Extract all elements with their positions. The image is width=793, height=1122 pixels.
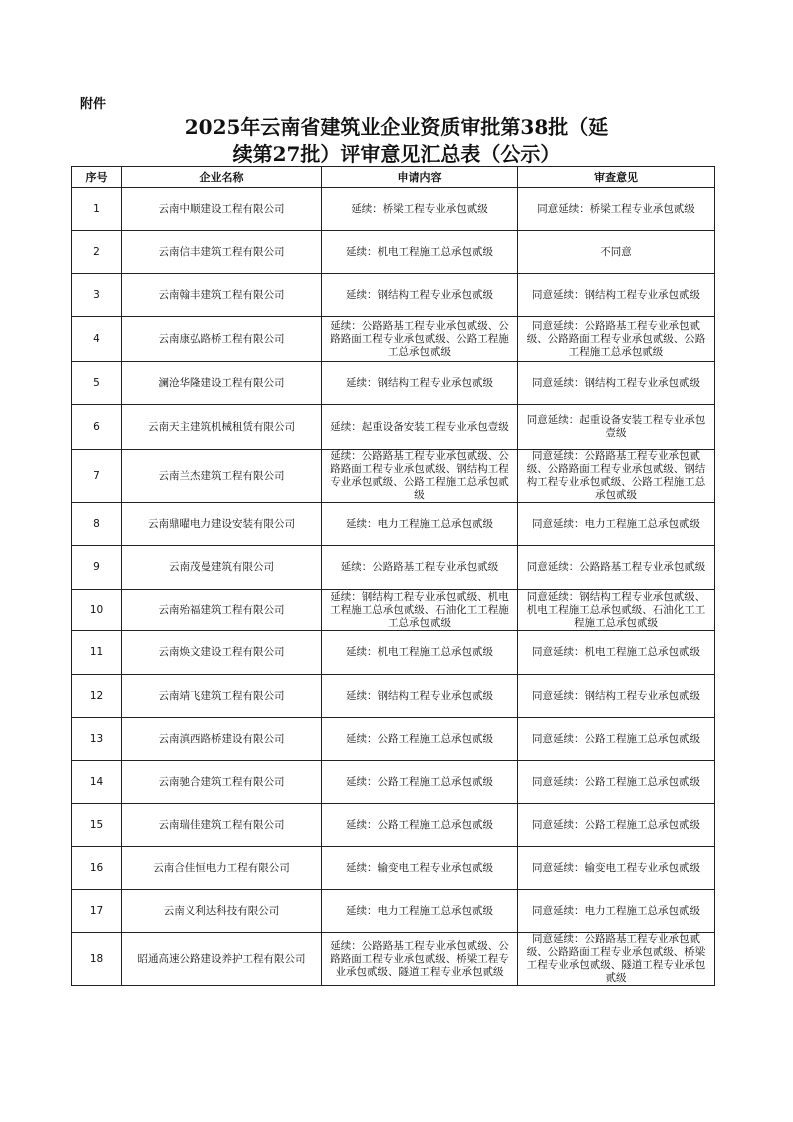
serial-no-cell: 2 bbox=[72, 231, 122, 274]
review-opinion-cell: 同意延续：公路工程施工总承包贰级 bbox=[518, 804, 715, 847]
table-row bbox=[72, 890, 715, 933]
company-name-cell: 云南合佳恒电力工程有限公司 bbox=[122, 847, 322, 890]
review-opinion-cell: 同意延续：公路路基工程专业承包贰级 bbox=[518, 546, 715, 590]
company-name-cell: 云南信丰建筑工程有限公司 bbox=[122, 231, 322, 274]
review-opinion-cell: 同意延续：电力工程施工总承包贰级 bbox=[518, 503, 715, 546]
company-name-cell: 云南鼎曜电力建设安装有限公司 bbox=[122, 503, 322, 546]
table-row bbox=[72, 450, 715, 503]
application-content-cell: 延续：公路工程施工总承包贰级 bbox=[322, 718, 518, 761]
review-opinion-cell: 同意延续：钢结构工程专业承包贰级 bbox=[518, 675, 715, 718]
review-opinion-cell: 不同意 bbox=[518, 231, 715, 274]
company-name-cell: 云南中顺建设工程有限公司 bbox=[122, 188, 322, 231]
application-content-cell: 延续：机电工程施工总承包贰级 bbox=[322, 231, 518, 274]
application-content-cell: 延续：桥梁工程专业承包贰级 bbox=[322, 188, 518, 231]
application-content-cell: 延续：公路工程施工总承包贰级 bbox=[322, 761, 518, 804]
header-company-name: 企业名称 bbox=[122, 167, 322, 188]
serial-no-cell: 5 bbox=[72, 362, 122, 405]
company-name-cell: 昭通高速公路建设养护工程有限公司 bbox=[122, 933, 322, 986]
application-content-cell: 延续：钢结构工程专业承包贰级、机电工程施工总承包贰级、石油化工工程施工总承包贰级 bbox=[322, 590, 518, 631]
table-row bbox=[72, 188, 715, 231]
serial-no-cell: 10 bbox=[72, 590, 122, 631]
serial-no-cell: 8 bbox=[72, 503, 122, 546]
company-name-cell: 云南瑞佳建筑工程有限公司 bbox=[122, 804, 322, 847]
review-opinion-cell: 同意延续：钢结构工程专业承包贰级 bbox=[518, 362, 715, 405]
serial-no-cell: 3 bbox=[72, 274, 122, 317]
company-name-cell: 云南翰丰建筑工程有限公司 bbox=[122, 274, 322, 317]
application-content-cell: 延续：钢结构工程专业承包贰级 bbox=[322, 362, 518, 405]
review-opinion-cell: 同意延续：公路工程施工总承包贰级 bbox=[518, 761, 715, 804]
review-opinion-cell: 同意延续：钢结构工程专业承包贰级、机电工程施工总承包贰级、石油化工工程施工总承包贰级 bbox=[518, 590, 715, 631]
review-opinion-cell: 同意延续：公路工程施工总承包贰级 bbox=[518, 718, 715, 761]
serial-no-cell: 16 bbox=[72, 847, 122, 890]
table-row bbox=[72, 933, 715, 986]
company-name-cell: 云南茂曼建筑有限公司 bbox=[122, 546, 322, 590]
application-content-cell: 延续：电力工程施工总承包贰级 bbox=[322, 890, 518, 933]
company-name-cell: 云南滇西路桥建设有限公司 bbox=[122, 718, 322, 761]
review-opinion-cell: 同意延续：公路路基工程专业承包贰级、公路路面工程专业承包贰级、钢结构工程专业承包贰级、公路工程施工总承包贰级 bbox=[518, 450, 715, 503]
application-content-cell: 延续：钢结构工程专业承包贰级 bbox=[322, 675, 518, 718]
application-content-cell: 延续：电力工程施工总承包贰级 bbox=[322, 503, 518, 546]
table-row bbox=[72, 546, 715, 590]
serial-no-cell: 13 bbox=[72, 718, 122, 761]
application-content-cell: 延续：公路路基工程专业承包贰级、公路路面工程专业承包贰级、桥梁工程专业承包贰级、隧道工程专业承包贰级 bbox=[322, 933, 518, 986]
application-content-cell: 延续：输变电工程专业承包贰级 bbox=[322, 847, 518, 890]
header-application-content: 申请内容 bbox=[322, 167, 518, 188]
serial-no-cell: 7 bbox=[72, 450, 122, 503]
table-row bbox=[72, 274, 715, 317]
application-content-cell: 延续：公路路基工程专业承包贰级、公路路面工程专业承包贰级、公路工程施工总承包贰级 bbox=[322, 317, 518, 362]
review-opinion-cell: 同意延续：输变电工程专业承包贰级 bbox=[518, 847, 715, 890]
serial-no-cell: 12 bbox=[72, 675, 122, 718]
review-opinion-cell: 同意延续：公路路基工程专业承包贰级、公路路面工程专业承包贰级、公路工程施工总承包贰级 bbox=[518, 317, 715, 362]
company-name-cell: 云南驰合建筑工程有限公司 bbox=[122, 761, 322, 804]
review-opinion-cell: 同意延续：桥梁工程专业承包贰级 bbox=[518, 188, 715, 231]
application-content-cell: 延续：公路路基工程专业承包贰级、公路路面工程专业承包贰级、钢结构工程专业承包贰级、公路工程施工总承包贰级 bbox=[322, 450, 518, 503]
serial-no-cell: 17 bbox=[72, 890, 122, 933]
serial-no-cell: 6 bbox=[72, 405, 122, 450]
table-row bbox=[72, 631, 715, 675]
company-name-cell: 澜沧华隆建设工程有限公司 bbox=[122, 362, 322, 405]
application-content-cell: 延续：公路工程施工总承包贰级 bbox=[322, 804, 518, 847]
application-content-cell: 延续：机电工程施工总承包贰级 bbox=[322, 631, 518, 675]
table-row bbox=[72, 761, 715, 804]
company-name-cell: 云南康弘路桥工程有限公司 bbox=[122, 317, 322, 362]
application-content-cell: 延续：起重设备安装工程专业承包壹级 bbox=[322, 405, 518, 450]
header-serial-no: 序号 bbox=[72, 167, 122, 188]
table-row bbox=[72, 847, 715, 890]
header-review-opinion: 审查意见 bbox=[518, 167, 715, 188]
company-name-cell: 云南兰杰建筑工程有限公司 bbox=[122, 450, 322, 503]
serial-no-cell: 11 bbox=[72, 631, 122, 675]
review-opinion-cell: 同意延续：电力工程施工总承包贰级 bbox=[518, 890, 715, 933]
table-row bbox=[72, 503, 715, 546]
serial-no-cell: 18 bbox=[72, 933, 122, 986]
review-opinion-table bbox=[71, 166, 715, 986]
document-title-line-1: 2025年云南省建筑业企业资质审批第38批（延 bbox=[184, 115, 609, 139]
serial-no-cell: 1 bbox=[72, 188, 122, 231]
table-row bbox=[72, 362, 715, 405]
table-row bbox=[72, 590, 715, 631]
company-name-cell: 云南靖飞建筑工程有限公司 bbox=[122, 675, 322, 718]
serial-no-cell: 15 bbox=[72, 804, 122, 847]
review-opinion-cell: 同意延续：钢结构工程专业承包贰级 bbox=[518, 274, 715, 317]
table-header-row bbox=[72, 167, 715, 188]
table-row bbox=[72, 405, 715, 450]
company-name-cell: 云南义利达科技有限公司 bbox=[122, 890, 322, 933]
review-opinion-cell: 同意延续：机电工程施工总承包贰级 bbox=[518, 631, 715, 675]
table-row bbox=[72, 804, 715, 847]
company-name-cell: 云南焕文建设工程有限公司 bbox=[122, 631, 322, 675]
company-name-cell: 云南天主建筑机械租赁有限公司 bbox=[122, 405, 322, 450]
review-opinion-cell: 同意延续：起重设备安装工程专业承包壹级 bbox=[518, 405, 715, 450]
company-name-cell: 云南殆福建筑工程有限公司 bbox=[122, 590, 322, 631]
serial-no-cell: 4 bbox=[72, 317, 122, 362]
table-row bbox=[72, 675, 715, 718]
serial-no-cell: 14 bbox=[72, 761, 122, 804]
serial-no-cell: 9 bbox=[72, 546, 122, 590]
document-title-line-2: 续第27批）评审意见汇总表（公示） bbox=[232, 142, 561, 166]
attachment-label: 附件 bbox=[80, 97, 107, 112]
application-content-cell: 延续：公路路基工程专业承包贰级 bbox=[322, 546, 518, 590]
table-row bbox=[72, 718, 715, 761]
table-row bbox=[72, 231, 715, 274]
application-content-cell: 延续：钢结构工程专业承包贰级 bbox=[322, 274, 518, 317]
table-row bbox=[72, 317, 715, 362]
review-opinion-cell: 同意延续：公路路基工程专业承包贰级、公路路面工程专业承包贰级、桥梁工程专业承包贰级、隧道工程专业承包贰级 bbox=[518, 933, 715, 986]
